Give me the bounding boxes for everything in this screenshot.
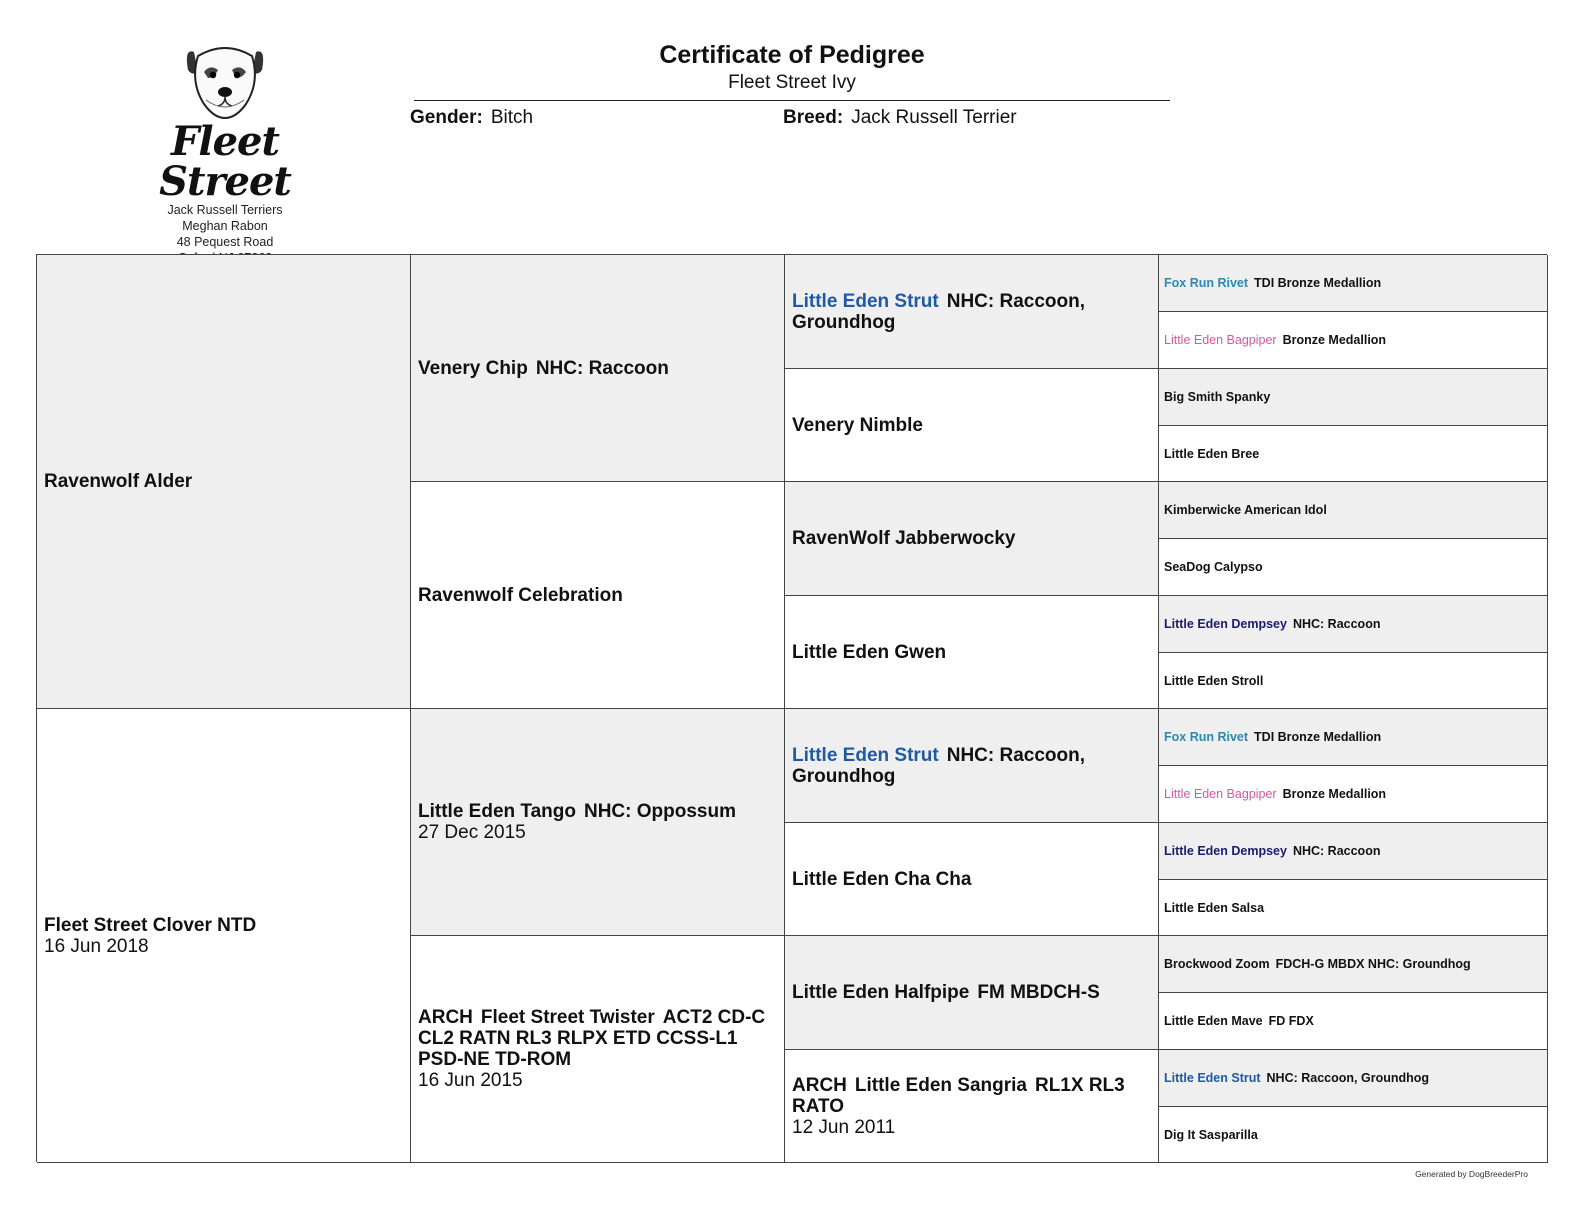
g4-cell xyxy=(1159,255,1548,312)
g4-cell xyxy=(1159,596,1548,653)
breed-label: Breed: xyxy=(783,107,844,128)
dog-name: Venery Nimble xyxy=(792,414,923,436)
dog-name-link[interactable]: Fox Run Rivet xyxy=(1164,276,1249,290)
dog-titles: NHC: Raccoon xyxy=(535,357,669,379)
sire-name: Ravenwolf Alder xyxy=(44,471,193,492)
dog-name: Little Eden Salsa xyxy=(1164,900,1265,915)
g4-cell xyxy=(1159,369,1548,426)
dog-name: Little Eden Cha Cha xyxy=(792,868,972,890)
pedigree-grid xyxy=(36,254,1547,1162)
dog-titles: NHC: Raccoon xyxy=(1292,844,1381,858)
gender-label: Gender: xyxy=(410,107,483,128)
breed-field xyxy=(783,107,1017,129)
g4-cell xyxy=(1159,426,1548,482)
dog-titles: ACT2 CD-C CL2 RATN RL3 RLPX ETD CCSS-L1 PSD-NE TD-ROM xyxy=(418,1007,766,1070)
dog-dob: 27 Dec 2015 xyxy=(418,822,526,843)
g4-cell xyxy=(1159,312,1548,369)
dog-name: Little Eden Stroll xyxy=(1164,673,1264,688)
dog-titles: Bronze Medallion xyxy=(1282,333,1387,347)
page-title: Certificate of Pedigree xyxy=(659,41,925,69)
kennel-logo xyxy=(130,42,320,266)
dog-titles: Bronze Medallion xyxy=(1282,787,1387,801)
header-divider xyxy=(414,100,1170,101)
dog-dob: 12 Jun 2011 xyxy=(792,1116,896,1138)
sire-sire-entry xyxy=(418,358,777,379)
dog-name-link[interactable]: Little Eden Dempsey xyxy=(1164,844,1287,858)
dog-name: Ravenwolf Celebration xyxy=(418,584,623,606)
dam-cell xyxy=(37,709,411,1163)
g4-entry xyxy=(1164,843,1540,859)
title-prefix: ARCH xyxy=(792,1074,847,1096)
dog-dob: 16 Jun 2015 xyxy=(418,1070,523,1091)
dog-titles: NHC: Raccoon, Groundhog xyxy=(792,744,1086,787)
g4-cell xyxy=(1159,482,1548,539)
g4-entry xyxy=(1164,616,1540,632)
dog-name: Dig It Sasparilla xyxy=(1164,1127,1258,1142)
dog-name: Venery Chip xyxy=(418,357,528,379)
sire-sire-cell xyxy=(411,255,785,482)
dog-titles: NHC: Raccoon xyxy=(1292,617,1381,631)
dds-cell xyxy=(785,936,1159,1050)
dog-titles: NHC: Raccoon, Groundhog xyxy=(1266,1071,1430,1085)
sss-entry xyxy=(792,291,1151,333)
g4-cell xyxy=(1159,766,1548,823)
dog-name-link[interactable]: Little Eden Strut xyxy=(792,290,939,312)
g4-entry xyxy=(1164,786,1540,802)
dog-details xyxy=(410,107,1170,137)
ssd-cell xyxy=(785,369,1159,482)
dog-titles: RL1X RL3 RATO xyxy=(792,1074,1125,1117)
dog-name: Little Eden Gwen xyxy=(792,641,947,663)
generator-credit: Generated by DogBreederPro xyxy=(1415,1169,1528,1179)
kennel-owner: Meghan Rabon xyxy=(182,219,268,233)
g4-entry xyxy=(1164,332,1540,348)
dog-name: Kimberwicke American Idol xyxy=(1164,503,1327,517)
dog-titles: FD FDX xyxy=(1268,1014,1314,1028)
dog-name-link[interactable]: Little Eden Bagpiper xyxy=(1164,333,1277,347)
kennel-line: Jack Russell Terriers xyxy=(167,203,283,217)
dog-titles: TDI Bronze Medallion xyxy=(1254,730,1382,744)
dog-titles: TDI Bronze Medallion xyxy=(1254,276,1382,290)
g4-cell xyxy=(1159,709,1548,766)
dog-name: Little Eden Mave xyxy=(1164,1014,1263,1028)
dog-name: RavenWolf Jabberwocky xyxy=(792,528,1016,549)
g4-cell xyxy=(1159,1050,1548,1107)
sire-dam-cell xyxy=(411,482,785,709)
dog-name-link[interactable]: Little Eden Bagpiper xyxy=(1164,787,1277,801)
dog-titles: NHC: Raccoon, Groundhog xyxy=(792,290,1086,333)
title-prefix: ARCH xyxy=(418,1007,473,1028)
sire-cell xyxy=(37,255,411,709)
g4-entry xyxy=(1164,956,1540,972)
sss-cell xyxy=(785,255,1159,369)
g4-entry xyxy=(1164,1070,1540,1086)
terrier-face-icon xyxy=(180,42,270,120)
g4-cell xyxy=(1159,880,1548,936)
dog-name: Little Eden Bree xyxy=(1164,446,1260,461)
dog-name: Big Smith Spanky xyxy=(1164,390,1271,404)
dam-dob: 16 Jun 2018 xyxy=(44,935,149,957)
kennel-name: Fleet Street xyxy=(159,118,291,205)
gender-field xyxy=(410,107,533,129)
dam-sire-cell xyxy=(411,709,785,936)
dog-name: Fleet Street Twister xyxy=(480,1007,655,1028)
ddd-entry xyxy=(792,1075,1151,1117)
g4-entry xyxy=(1164,275,1540,291)
dog-name-link[interactable]: Little Eden Strut xyxy=(1164,1071,1261,1085)
dog-name-link[interactable]: Fox Run Rivet xyxy=(1164,730,1249,744)
ddd-cell xyxy=(785,1050,1159,1163)
dam-entry xyxy=(44,915,403,936)
g4-cell xyxy=(1159,653,1548,709)
dss-entry xyxy=(792,745,1151,787)
g4-entry xyxy=(1164,1013,1540,1029)
dsd-cell xyxy=(785,823,1159,936)
g4-cell xyxy=(1159,936,1548,993)
g4-cell xyxy=(1159,539,1548,596)
g4-entry xyxy=(1164,729,1540,745)
dog-name: Little Eden Sangria xyxy=(854,1074,1027,1096)
dam-sire-entry xyxy=(418,801,777,822)
dog-name: SeaDog Calypso xyxy=(1164,560,1263,574)
g4-cell xyxy=(1159,993,1548,1050)
g4-cell xyxy=(1159,1107,1548,1163)
dam-dam-cell xyxy=(411,936,785,1163)
kennel-street: 48 Pequest Road xyxy=(176,235,274,249)
dog-name-link[interactable]: Little Eden Dempsey xyxy=(1164,617,1287,631)
dog-titles: NHC: Oppossum xyxy=(583,801,736,822)
dam-name: Fleet Street Clover NTD xyxy=(44,914,257,936)
g4-cell xyxy=(1159,823,1548,880)
dog-titles: FM MBDCH-S xyxy=(977,982,1100,1003)
gender-value: Bitch xyxy=(490,107,534,128)
sdd-cell xyxy=(785,596,1159,709)
dog-name: Little Eden Tango xyxy=(418,801,576,822)
dds-entry xyxy=(792,982,1151,1003)
dss-cell xyxy=(785,709,1159,823)
certificate-header xyxy=(410,40,1170,137)
dog-titles: FDCH-G MBDX NHC: Groundhog xyxy=(1275,957,1471,971)
dog-name: Brockwood Zoom xyxy=(1164,957,1270,971)
dog-name-link[interactable]: Little Eden Strut xyxy=(792,744,939,766)
dog-name: Little Eden Halfpipe xyxy=(792,982,970,1003)
dog-name: Fleet Street Ivy xyxy=(728,72,856,93)
dam-dam-entry xyxy=(418,1007,777,1070)
breed-value: Jack Russell Terrier xyxy=(851,107,1017,128)
sds-cell xyxy=(785,482,1159,596)
